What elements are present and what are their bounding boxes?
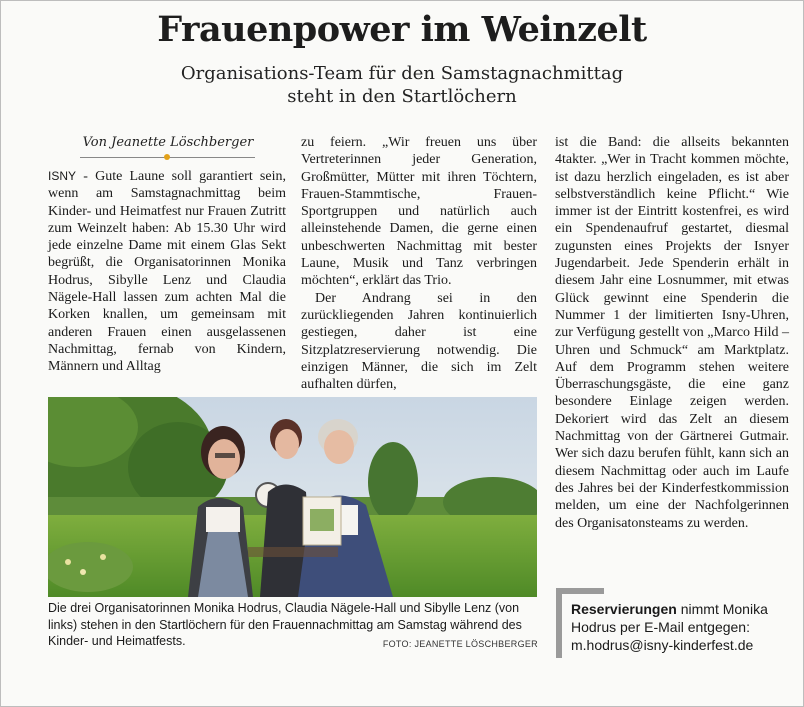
photo-caption (48, 600, 538, 653)
subheadline (0, 62, 804, 108)
article-paragraph: ist die Band: die allseits bekannten 4takter. „Wer in Tracht kommen möchte, ist dazu herzlich eingeladen, es ist aber selbstverständlich keine Pflicht.“ Wie immer ist der Eintritt kostenfrei, es wird ein Spendenaufruf gestartet, diesmal zugunsten eines Projekts der Isnyer Jugendarbeit. Jede Spenderin erhält in diesem Jahr eine Losnummer, mit etwas Glück gewinnt eine Spenderin die Nummer 1 der limitierten Isny-Uhren, zur Verfügung gestellt von „Marco Hild – Uhren und Schmuck“ am Marktplatz. Auf dem Programm stehen weitere Überraschungsgäste, die eine ganz besondere Einlage zeigen werden. Dekoriert wird das Zelt an diesem Nachmittag von der Gärtnerei Gutmair. Wer sich dazu berufen fühlt, kann sich an diesem Nachmittag oder auch im Laufe des Jahres bei der Kinderfestkommission melden, um eine der Nachfolgerinnen des Organisatonsteams zu werden. (555, 135, 789, 531)
reservation-infobox (556, 588, 792, 658)
article-photo (48, 397, 537, 597)
article-paragraph (48, 168, 286, 376)
photo-illustration (48, 397, 537, 597)
byline: Von Jeanette Löschberger (82, 135, 254, 150)
article-column-2 (301, 134, 537, 393)
article-column-1 (48, 168, 286, 376)
infobox-bracket-horizontal (556, 588, 604, 594)
caption-text: Die drei Organisatorinnen Monika Hodrus, Claudia Nägele-Hall und Sibylle Lenz (von links) stehen in den Startlöchern für den Frauennachmittag am Samstag während des Kinder- und Heimatfests. (48, 601, 522, 648)
headline: Frauenpower im Weinzelt (157, 9, 647, 50)
infobox-bracket-vertical (556, 588, 562, 658)
photo-credit: FOTO: JEANETTE LÖSCHBERGER (382, 639, 538, 649)
infobox-body: nimmt Monika Hodrus per E-Mail entgegen: m.hodrus@isny-kinderfest.de (571, 601, 768, 653)
infobox-text (571, 600, 793, 654)
byline-dot (164, 154, 170, 160)
paragraph-text: - Gute Laune soll garantiert sein, wenn am Samstagnachmittag beim Kinder- und Heimatfest nur Frauen Zutritt zum Weinzelt haben: Ab 15.30 Uhr wird jede einzelne Dame mit einem Glas Sekt begrüßt, die Organisatorinnen Monika Hodrus, Sibylle Lenz und Claudia Nägele-Hall lassen zum achten Mal die Korken knallen, um gemeinsam mit anderen Frauen einen ausgelassenen Nachmittag, fernab von Kindern, Männern und Alltag (48, 169, 286, 375)
article-paragraph: Der Andrang sei in den zurückliegenden Jahren kontinuierlich gestiegen, daher ist eine Sitzplatzreservierung notwendig. Die einzigen Männer, die sich im Zelt aufhalten dürfen, (301, 290, 537, 393)
dateline-kicker: ISNY (48, 169, 77, 183)
subheadline-line-2: steht in den Startlöchern (287, 86, 517, 107)
subheadline-line-1: Organisations-Team für den Samstagnachmittag (180, 63, 624, 84)
article-paragraph: zu feiern. „Wir freuen uns über Vertreterinnen jeder Generation, Großmütter, Mütter mit ihren Töchtern, Frauen-Stammtische, Frauen-Sportgruppen und natürlich auch alleinstehende Damen, die gerne einen unbeschwerten Nachmittag mit bester Laune, Musik und Tanz verbringen möchten“, erklärt das Trio. (301, 135, 537, 289)
article-column-3 (555, 134, 789, 532)
infobox-lead: Reservierungen (571, 601, 677, 617)
